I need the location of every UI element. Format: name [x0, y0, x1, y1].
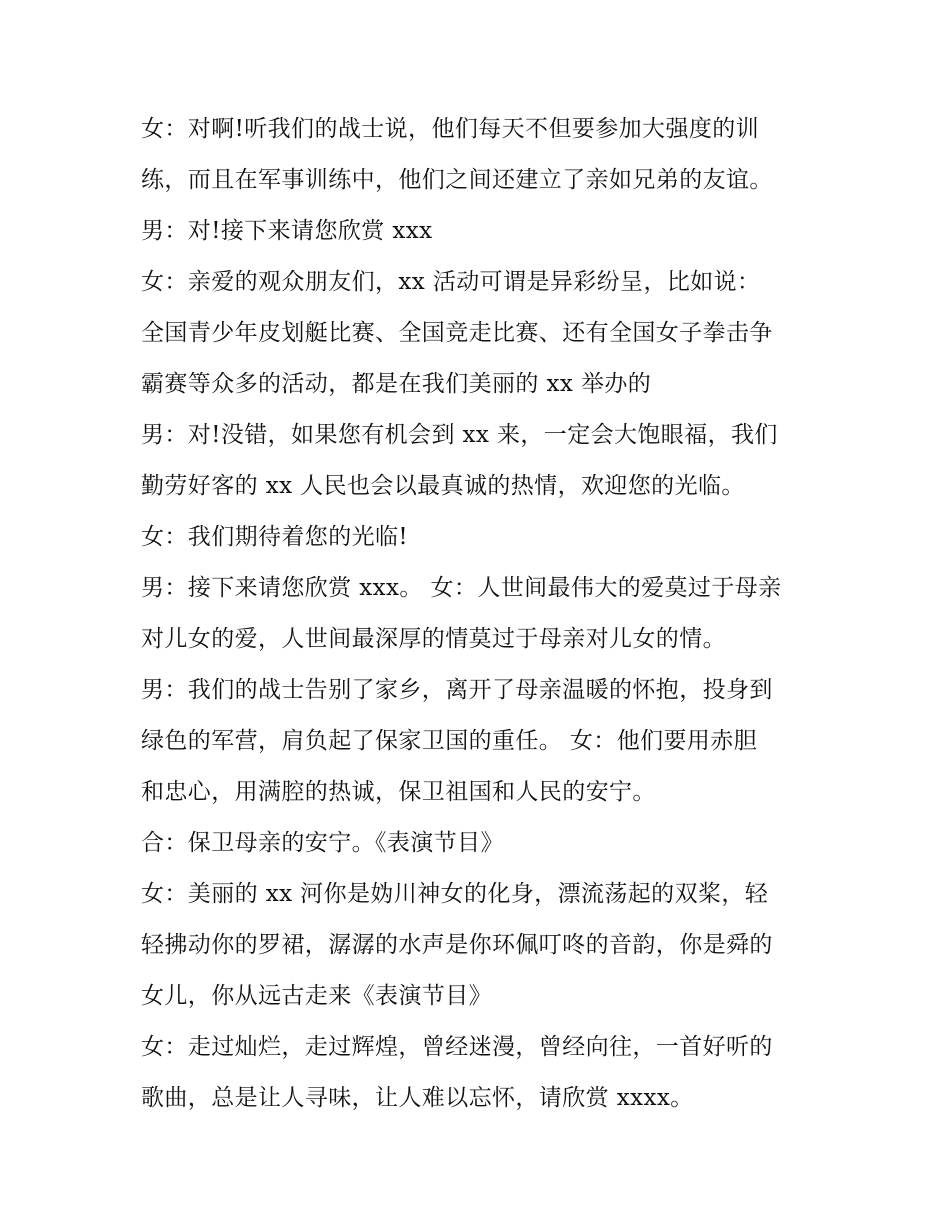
- text-line: 轻拂动你的罗裙，潺潺的水声是你环佩叮咚的音韵，你是舜的: [141, 932, 773, 958]
- text-line: 女：对啊!听我们的战士说，他们每天不但要参加大强度的训: [141, 116, 760, 142]
- text-line: 全国青少年皮划艇比赛、全国竞走比赛、还有全国女子拳击争: [141, 320, 773, 346]
- text-line: 勤劳好客的 xx 人民也会以最真诚的热情，欢迎您的光临。: [141, 473, 745, 499]
- text-line: 男：接下来请您欣赏 xxx。 女：人世间最伟大的爱莫过于母亲: [141, 575, 782, 601]
- text-line: 男：对!没错，如果您有机会到 xx 来，一定会大饱眼福，我们: [141, 422, 778, 448]
- text-line: 男：我们的战士告别了家乡，离开了母亲温暖的怀抱，投身到: [141, 677, 773, 703]
- text-line: 女：亲爱的观众朋友们，xx 活动可谓是异彩纷呈，比如说：: [141, 269, 761, 295]
- text-line: 男：对!接下来请您欣赏 xxx: [141, 218, 433, 244]
- text-line: 歌曲，总是让人寻味，让人难以忘怀，请欣赏 xxxx。: [141, 1085, 694, 1111]
- script-text-block: [141, 104, 821, 1124]
- text-line: 对儿女的爱，人世间最深厚的情莫过于母亲对儿女的情。: [141, 626, 726, 652]
- text-line: 女：我们期待着您的光临!: [141, 524, 409, 550]
- text-line: 霸赛等众多的活动，都是在我们美丽的 xx 举办的: [141, 371, 652, 397]
- text-line: 绿色的军营，肩负起了保家卫国的重任。 女：他们要用赤胆: [141, 728, 758, 754]
- text-line: 女：走过灿烂，走过辉煌，曾经迷漫，曾经向往，一首好听的: [141, 1034, 773, 1060]
- text-line: 女：美丽的 xx 河你是妫川神女的化身，漂流荡起的双桨，轻: [141, 881, 769, 907]
- text-line: 练，而且在军事训练中，他们之间还建立了亲如兄弟的友谊。: [141, 167, 773, 193]
- text-line: 合：保卫母亲的安宁。《表演节目》: [141, 830, 504, 856]
- text-line: 和忠心，用满腔的热诚，保卫祖国和人民的安宁。: [141, 779, 656, 805]
- text-line: 女儿，你从远古走来《表演节目》: [141, 983, 492, 1009]
